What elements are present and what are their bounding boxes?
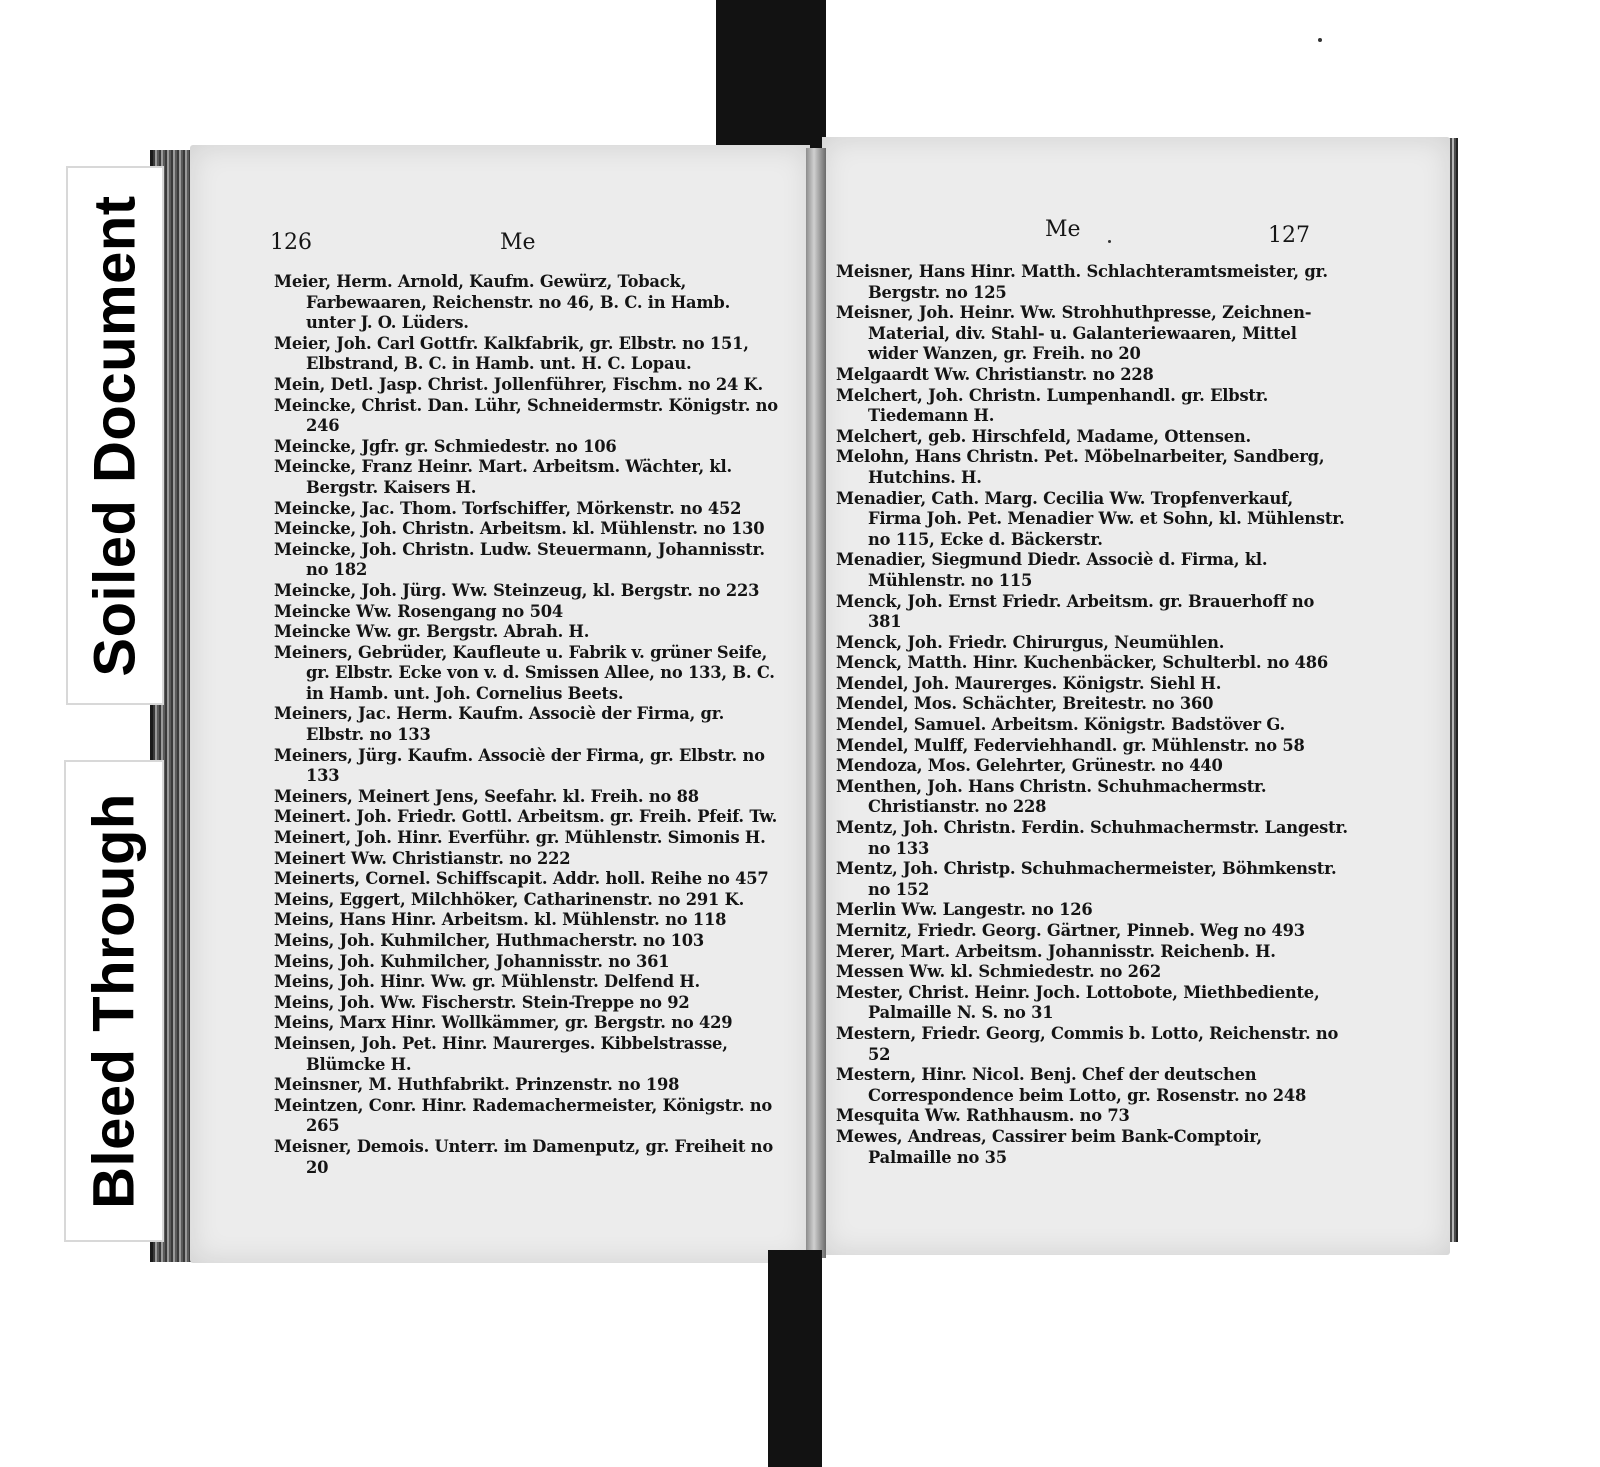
right-page-number: 127	[1268, 223, 1310, 248]
directory-entry: Meisner, Joh. Heinr. Ww. Strohhuthpresse, Zeichnen-Material, div. Stahl- u. Galanteriewaaren, Mittel wider Wanzen, gr. Freih. no 20	[836, 303, 1312, 364]
directory-entry: Meinert, Joh. Hinr. Everführ. gr. Mühlenstr. Simonis H.	[274, 828, 766, 848]
left-directory-entries	[274, 272, 782, 1178]
directory-entry: Meiners, Gebrüder, Kaufleute u. Fabrik v. grüner Seife, gr. Elbstr. Ecke von v. d. Smissen Allee, no 133, B. C. in Hamb. unt. Joh. Cornelius Beets.	[274, 642, 775, 703]
directory-entry: Mestern, Friedr. Georg, Commis b. Lotto, Reichenstr. no 52	[836, 1023, 1339, 1064]
right-directory-entries	[836, 262, 1348, 1168]
directory-entry: Mernitz, Friedr. Georg. Gärtner, Pinneb. Weg no 493	[836, 921, 1305, 940]
soiled-document-label: Soiled Document	[82, 194, 148, 677]
left-page-number: 126	[270, 230, 312, 255]
directory-entry: Meincke, Joh. Jürg. Ww. Steinzeug, kl. Bergstr. no 223	[274, 580, 760, 600]
book-gutter	[806, 148, 826, 1258]
directory-entry: Meier, Joh. Carl Gottfr. Kalkfabrik, gr. Elbstr. no 151, Elbstrand, B. C. in Hamb. unt. H. C. Lopau.	[274, 333, 749, 374]
directory-entry: Menadier, Siegmund Diedr. Associè d. Firma, kl. Mühlenstr. no 115	[836, 550, 1268, 590]
directory-entry: Meins, Joh. Hinr. Ww. gr. Mühlenstr. Delfend H.	[274, 972, 701, 992]
directory-entry: Mestern, Hinr. Nicol. Benj. Chef der deutschen Correspondence beim Lotto, gr. Rosenstr. no 248	[836, 1065, 1307, 1105]
directory-entry: Melchert, Joh. Christn. Lumpenhandl. gr. Elbstr. Tiedemann H.	[836, 385, 1269, 426]
directory-entry: Mester, Christ. Heinr. Joch. Lottobote, Miethbediente, Palmaille N. S. no 31	[836, 982, 1320, 1023]
directory-entry: Meisner, Hans Hinr. Matth. Schlachteramtsmeister, gr. Bergstr. no 125	[836, 262, 1328, 302]
directory-entry: Meins, Joh. Kuhmilcher, Huthmacherstr. no 103	[274, 931, 705, 950]
directory-entry: Mendel, Joh. Maurerges. Königstr. Siehl H.	[836, 673, 1222, 693]
directory-entry: Meins, Joh. Kuhmilcher, Johannisstr. no 361	[274, 951, 670, 971]
directory-entry: Mentz, Joh. Christp. Schuhmachermeister, Böhmkenstr. no 152	[836, 859, 1337, 899]
directory-entry: Meins, Eggert, Milchhöker, Catharinenstr. no 291 K.	[274, 889, 745, 909]
directory-entry: Menck, Matth. Hinr. Kuchenbäcker, Schulterbl. no 486	[836, 653, 1328, 673]
directory-entry: Meinerts, Cornel. Schiffscapit. Addr. holl. Reihe no 457	[274, 869, 769, 889]
directory-entry: Meintzen, Conr. Hinr. Rademachermeister, Königstr. no 265	[274, 1095, 773, 1136]
directory-entry: Meincke, Jgfr. gr. Schmiedestr. no 106	[274, 436, 617, 456]
directory-entry: Meincke, Joh. Christn. Arbeitsm. kl. Mühlenstr. no 130	[274, 519, 765, 539]
directory-entry: Menthen, Joh. Hans Christn. Schuhmachermstr. Christianstr. no 228	[836, 776, 1267, 817]
directory-entry: Mendel, Samuel. Arbeitsm. Königstr. Badstöver G.	[836, 715, 1285, 735]
directory-entry: Merlin Ww. Langestr. no 126	[836, 900, 1093, 920]
directory-entry: Meiners, Meinert Jens, Seefahr. kl. Freih. no 88	[274, 786, 699, 806]
directory-entry: Merer, Mart. Arbeitsm. Johannisstr. Reichenb. H.	[836, 941, 1276, 961]
directory-entry: Meincke Ww. gr. Bergstr. Abrah. H.	[274, 622, 590, 642]
directory-entry: Meins, Hans Hinr. Arbeitsm. kl. Mühlenstr. no 118	[274, 910, 727, 930]
directory-entry: Meincke, Franz Heinr. Mart. Arbeitsm. Wächter, kl. Bergstr. Kaisers H.	[274, 457, 732, 497]
directory-entry: Messen Ww. kl. Schmiedestr. no 262	[836, 962, 1162, 982]
directory-entry: Meincke Ww. Rosengang no 504	[274, 601, 563, 621]
directory-entry: Mein, Detl. Jasp. Christ. Jollenführer, Fischm. no 24 K.	[274, 374, 763, 394]
dust-speck	[1318, 38, 1322, 42]
directory-entry: Meinsen, Joh. Pet. Hinr. Maurerges. Kibbelstrasse, Blümcke H.	[274, 1033, 728, 1074]
directory-entry: Meins, Marx Hinr. Wollkämmer, gr. Bergstr. no 429	[274, 1013, 733, 1033]
bookmark-ribbon-top	[716, 0, 826, 162]
directory-entry: Meinert Ww. Christianstr. no 222	[274, 848, 571, 868]
directory-entry: Mesquita Ww. Rathhausm. no 73	[836, 1106, 1130, 1126]
directory-entry: Mendel, Mos. Schächter, Breitestr. no 360	[836, 694, 1214, 714]
directory-entry: Mentz, Joh. Christn. Ferdin. Schuhmachermstr. Langestr. no 133	[836, 818, 1348, 858]
directory-entry: Meisner, Demois. Unterr. im Damenputz, gr. Freiheit no 20	[274, 1136, 773, 1177]
directory-entry: Meier, Herm. Arnold, Kaufm. Gewürz, Toback, Farbewaaren, Reichenstr. no 46, B. C. in Hamb. unter J. O. Lüders.	[274, 272, 731, 333]
directory-entry: Meins, Joh. Ww. Fischerstr. Stein-Treppe no 92	[274, 992, 690, 1012]
directory-entry: Mewes, Andreas, Cassirer beim Bank-Comptoir, Palmaille no 35	[836, 1126, 1262, 1167]
directory-entry: Meincke, Joh. Christn. Ludw. Steuermann, Johannisstr. no 182	[274, 539, 765, 580]
directory-entry: Mendoza, Mos. Gelehrter, Grünestr. no 440	[836, 756, 1223, 776]
directory-entry: Meinsner, M. Huthfabrikt. Prinzenstr. no 198	[274, 1075, 680, 1095]
directory-entry: Menck, Joh. Friedr. Chirurgus, Neumühlen.	[836, 632, 1225, 652]
directory-entry: Meinert. Joh. Friedr. Gottl. Arbeitsm. gr. Freih. Pfeif. Tw.	[274, 807, 778, 827]
directory-entry: Melchert, geb. Hirschfeld, Madame, Ottensen.	[836, 426, 1251, 446]
directory-entry: Meincke, Jac. Thom. Torfschiffer, Mörkenstr. no 452	[274, 498, 742, 518]
dust-speck	[1108, 240, 1111, 243]
directory-entry: Menadier, Cath. Marg. Cecilia Ww. Tropfenverkauf, Firma Joh. Pet. Menadier Ww. et Sohn, kl. Mühlenstr. no 115, Ecke d. Bäckerstr.	[836, 488, 1345, 549]
bookmark-ribbon-bottom	[768, 1250, 822, 1467]
directory-entry: Meincke, Christ. Dan. Lühr, Schneidermstr. Königstr. no 246	[274, 395, 778, 436]
left-running-head: Me	[500, 230, 536, 255]
directory-entry: Menck, Joh. Ernst Friedr. Arbeitsm. gr. Brauerhoff no 381	[836, 591, 1315, 632]
directory-entry: Melohn, Hans Christn. Pet. Möbelnarbeiter, Sandberg, Hutchins. H.	[836, 447, 1325, 487]
directory-entry: Mendel, Mulff, Federviehhandl. gr. Mühlenstr. no 58	[836, 735, 1305, 755]
bleed-through-label: Bleed Through	[81, 793, 147, 1209]
directory-entry: Meiners, Jürg. Kaufm. Associè der Firma, gr. Elbstr. no 133	[274, 745, 765, 786]
bleed-through-sticker	[64, 760, 164, 1242]
directory-entry: Melgaardt Ww. Christianstr. no 228	[836, 364, 1154, 384]
soiled-document-sticker	[66, 166, 164, 705]
right-running-head: Me	[1045, 217, 1081, 242]
directory-entry: Meiners, Jac. Herm. Kaufm. Associè der Firma, gr. Elbstr. no 133	[274, 704, 725, 745]
